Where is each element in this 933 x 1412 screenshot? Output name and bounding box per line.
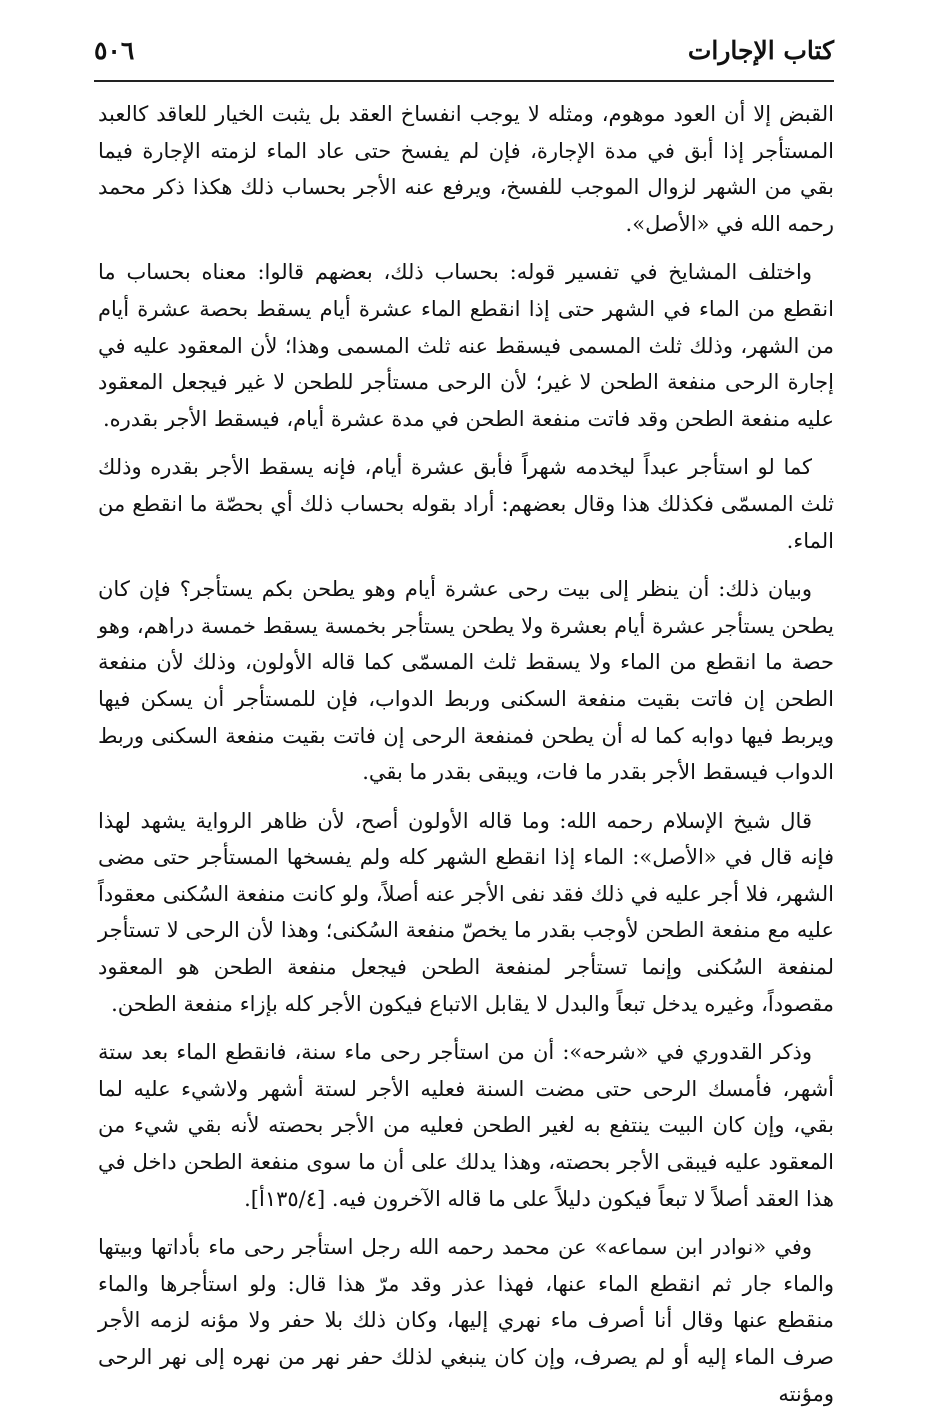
- paragraph-3: كما لو استأجر عبداً ليخدمه شهراً فأبق عشرة أيام، فإنه يسقط الأجر بقدره وذلك ثلث المسمّى فكذلك هذا وقال بعضهم: أراد بقوله بحساب ذلك أي بحصّة ما انقطع من الماء.: [98, 455, 834, 553]
- paragraph-7: وفي «نوادر ابن سماعه» عن محمد رحمه الله رجل استأجر رحى ماء بأداتها وبيتها والماء جار ثم انقطع الماء عنها، فهذا عذر وقد مرّ هذا قال: ولو استأجرها والماء منقطع عنها وقال أنا أصرف ماء نهري إليها، وكان ذلك بلا حفر ولا مؤنه لزمه الأجر صرف الماء إليه أو لم يصرف، وإن كان ينبغي لذلك حفر نهر من نهره إلى نهر الرحى ومؤنته: [98, 1235, 834, 1406]
- page-number: ٥٠٦: [94, 36, 135, 65]
- header-divider: [94, 80, 834, 82]
- running-title: كتاب الإجارات: [687, 36, 834, 65]
- paragraph-1: القبض إلا أن العود موهوم، ومثله لا يوجب انفساخ العقد بل يثبت الخيار للعاقد كالعبد المستأجر إذا أبق في مدة الإجارة، فإن لم يفسخ حتى عاد الماء لزمته الإجارة فيما بقي من الشهر لزوال الموجب للفسخ، ويرفع عنه الأجر بحساب ذلك هكذا ذكر محمد رحمه الله في «الأصل».: [98, 102, 834, 236]
- page-header: [94, 30, 834, 74]
- body-text: [98, 96, 834, 1406]
- paragraph-6: وذكر القدوري في «شرحه»: أن من استأجر رحى ماء سنة، فانقطع الماء بعد ستة أشهر، فأمسك الرحى حتى مضت السنة فعليه الأجر لستة أشهر ولاشيء عليه لما بقي، وإن كان البيت ينتفع به لغير الطحن فعليه من الأجر بحصته لأنه بقي شيء من المعقود عليه فيبقى الأجر بحصته، وهذا يدلك على أن ما سوى منفعة الطحن داخل في هذا العقد أصلاً لا تبعاً فيكون دليلاً على ما قاله الآخرون فيه. [١٣٥/٤أ].: [98, 1040, 834, 1211]
- paragraph-5: قال شيخ الإسلام رحمه الله: وما قاله الأولون أصح، لأن ظاهر الرواية يشهد لهذا فإنه قال في «الأصل»: الماء إذا انقطع الشهر كله ولم يفسخها المستأجر حتى مضى الشهر، فلا أجر عليه في ذلك فقد نفى الأجر عنه أصلاً، ولو كانت منفعة السُكنى معقوداً عليه مع منفعة الطحن لأوجب بقدر ما يخصّ منفعة السُكنى؛ وهذا لأن الرحى لا تستأجر لمنفعة السُكنى وإنما تستأجر لمنفعة الطحن فيجعل منفعة الطحن هو المعقود مقصوداً، وغيره يدخل تبعاً والبدل لا يقابل الاتباع فيكون الأجر كله بإزاء منفعة الطحن.: [98, 808, 834, 1016]
- paragraph-2: واختلف المشايخ في تفسير قوله: بحساب ذلك، بعضهم قالوا: معناه بحساب ما انقطع من الماء في الشهر حتى إذا انقطع الماء عشرة أيام يسقط بحصة عشرة أيام من الشهر، وذلك ثلث المسمى فيسقط عنه ثلث المسمى وهذا؛ لأن المعقود عليه في إجارة الرحى منفعة الطحن لا غير؛ لأن الرحى مستأجر للطحن لا غير فيجعل المعقود عليه منفعة الطحن وقد فاتت منفعة الطحن في مدة عشرة أيام، فيسقط الأجر بقدره.: [98, 260, 834, 431]
- paragraph-4: وبيان ذلك: أن ينظر إلى بيت رحى عشرة أيام وهو يطحن بكم يستأجر؟ فإن كان يطحن يستأجر عشرة أيام بعشرة ولا يطحن يستأجر بخمسة يسقط خمسة دراهم، وهو حصة ما انقطع من الماء ولا يسقط ثلث المسمّى كما قاله الأولون، وذلك لأن منفعة الطحن إن فاتت بقيت منفعة السكنى وربط الدواب، فإن للمستأجر أن يسكن فيها ويربط فيها دوابه كما له أن يطحن فمنفعة الرحى إن فاتت بقيت منفعة السكنى وربط الدواب فيسقط الأجر بقدر ما فات، ويبقى بقدر ما بقي.: [98, 577, 834, 785]
